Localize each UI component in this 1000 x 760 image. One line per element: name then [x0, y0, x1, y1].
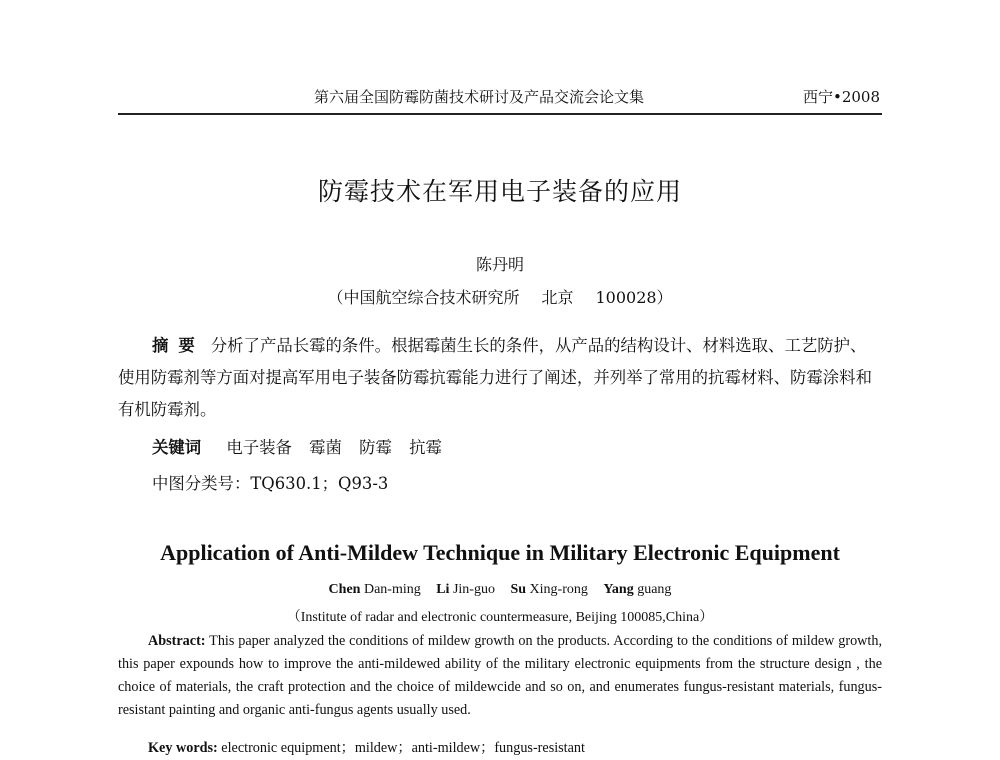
keywords-cn-label: 关键词 — [152, 438, 202, 457]
abstract-cn — [118, 330, 882, 426]
paper-title-cn: 防霉技术在军用电子装备的应用 — [317, 177, 682, 206]
affiliation-institute: （中国航空综合技术研究所 — [327, 288, 520, 307]
proceedings-title: 第六届全国防霉防菌技术研讨及产品交流会论文集 — [314, 88, 645, 106]
abstract-cn-text: 分析了产品长霉的条件。根据霉菌生长的条件，从产品的结构设计、材料选取、工艺防护、使用防霉剂等方面对提高军用电子装备防霉抗霉能力进行了阐述，并列举了常用的抗霉材料、防霉涂料和有机防霉剂。 — [118, 336, 872, 419]
author-en: Yang guang — [603, 582, 672, 597]
affiliation-postcode: 100028） — [595, 288, 673, 307]
keyword-cn: 抗霉 — [409, 438, 442, 457]
affiliation-en: （Institute of radar and electronic countermeasure, Beijing 100085,China） — [286, 610, 714, 625]
affiliation-city: 北京 — [541, 288, 574, 307]
place-year: 西宁•2008 — [802, 88, 880, 106]
author-en: Li Jin-guo — [436, 582, 495, 597]
keywords-en-text: electronic equipment；mildew；anti-mildew；fungus-resistant — [221, 740, 585, 756]
authors-en — [0, 582, 1000, 598]
keyword-cn: 防霉 — [359, 438, 392, 457]
abstract-en-text: This paper analyzed the conditions of mildew growth on the products. According to the conditions of mildew growth, this paper expounds how to improve the anti-mildewed ability of the military electronic equipments from the structure design , the choice of materials, the craft protection and the choice of mildewcide and so on, and enumerates fungus-resistant materials, fungus-resistant painting and organic anti-fungus agents usually used. — [118, 633, 882, 718]
abstract-en — [118, 630, 882, 722]
affiliation-cn — [0, 285, 1000, 308]
keywords-en-label: Key words: — [148, 740, 218, 756]
keywords-en — [148, 737, 585, 757]
author-en: Chen Dan-ming — [328, 582, 421, 597]
keyword-cn: 霉菌 — [309, 438, 342, 457]
author-cn: 陈丹明 — [475, 255, 524, 274]
classification-cn: 中图分类号：TQ630.1；Q93-3 — [152, 474, 389, 493]
paper-title-en: Application of Anti-Mildew Technique in Military Electronic Equipment — [160, 540, 840, 565]
keywords-cn — [152, 434, 442, 458]
abstract-cn-label: 摘要 — [152, 336, 205, 355]
abstract-en-label: Abstract: — [148, 633, 206, 649]
keyword-cn: 电子装备 — [226, 438, 292, 457]
running-header — [118, 86, 882, 112]
author-en: Su Xing-rong — [510, 582, 588, 597]
header-rule — [118, 113, 882, 115]
